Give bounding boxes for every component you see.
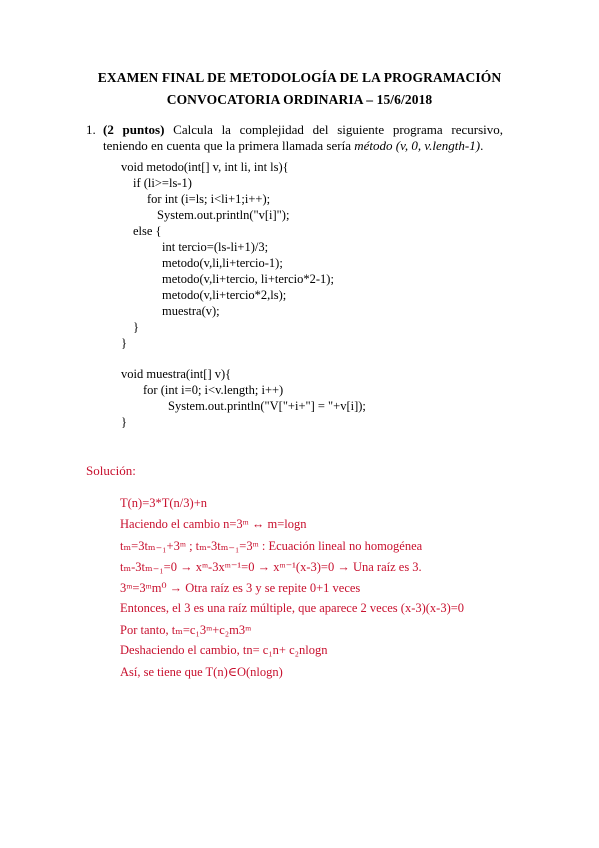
code-line: void metodo(int[] v, int li, int ls){ xyxy=(121,160,289,174)
solution-line: Haciendo el cambio n=3ᵐ ↔ m=logn xyxy=(120,517,307,531)
code-line: metodo(v,li,li+tercio-1); xyxy=(162,256,283,270)
code-line: else { xyxy=(133,224,162,238)
code-line: if (li>=ls-1) xyxy=(133,176,192,190)
solution-line: tₘ=3tₘ₋₁+3ᵐ ; tₘ-3tₘ₋₁=3ᵐ : Ecuación lineal no homogénea xyxy=(120,539,423,553)
solution-line: tₘ-3tₘ₋₁=0 → xᵐ-3xᵐ⁻¹=0 → xᵐ⁻¹(x-3)=0 → Una raíz es 3. xyxy=(120,560,422,574)
code-line: System.out.println("V["+i+"] = "+v[i]); xyxy=(168,399,366,413)
solution-line: Deshaciendo el cambio, tn= c₁n+ c₂nlogn xyxy=(120,643,328,657)
question-statement xyxy=(103,122,503,154)
code-line: } xyxy=(121,415,127,429)
solution-line: 3ᵐ=3ᵐm⁰ → Otra raíz es 3 y se repite 0+1 veces xyxy=(120,581,361,595)
solution-line: T(n)=3*T(n/3)+n xyxy=(120,496,207,510)
question-period: . xyxy=(480,138,484,153)
code-line: muestra(v); xyxy=(162,304,220,318)
exam-subtitle: CONVOCATORIA ORDINARIA – 15/6/2018 xyxy=(166,92,433,107)
code-line: metodo(v,li+tercio, li+tercio*2-1); xyxy=(162,272,334,286)
question-call: método (v, 0, v.length-1) xyxy=(354,138,481,153)
exam-title: EXAMEN FINAL DE METODOLOGÍA DE LA PROGRAMACIÓN xyxy=(97,70,502,85)
code-line: for (int i=0; i<v.length; i++) xyxy=(143,383,284,397)
question-points: (2 puntos) xyxy=(103,122,165,137)
code-line: void muestra(int[] v){ xyxy=(121,367,232,381)
code-line: int tercio=(ls-li+1)/3; xyxy=(162,240,269,254)
solution-line: Así, se tiene que T(n)∈O(nlogn) xyxy=(120,665,283,679)
code-line: metodo(v,li+tercio*2,ls); xyxy=(162,288,287,302)
question-text: Calcula la complejidad del siguiente programa recursivo, teniendo en cuenta que la primera llamada sería xyxy=(103,122,503,153)
code-line: } xyxy=(133,320,139,334)
code-line: for int (i=ls; i<li+1;i++); xyxy=(147,192,271,206)
solution-line: Entonces, el 3 es una raíz múltiple, que aparece 2 veces (x-3)(x-3)=0 xyxy=(120,601,465,615)
code-line: System.out.println("v[i]"); xyxy=(157,208,290,222)
solution-heading: Solución: xyxy=(86,463,136,478)
question-number: 1. xyxy=(86,122,96,137)
solution-line: Por tanto, tₘ=c₁3ᵐ+c₂m3ᵐ xyxy=(120,623,252,637)
code-line: } xyxy=(121,336,127,350)
